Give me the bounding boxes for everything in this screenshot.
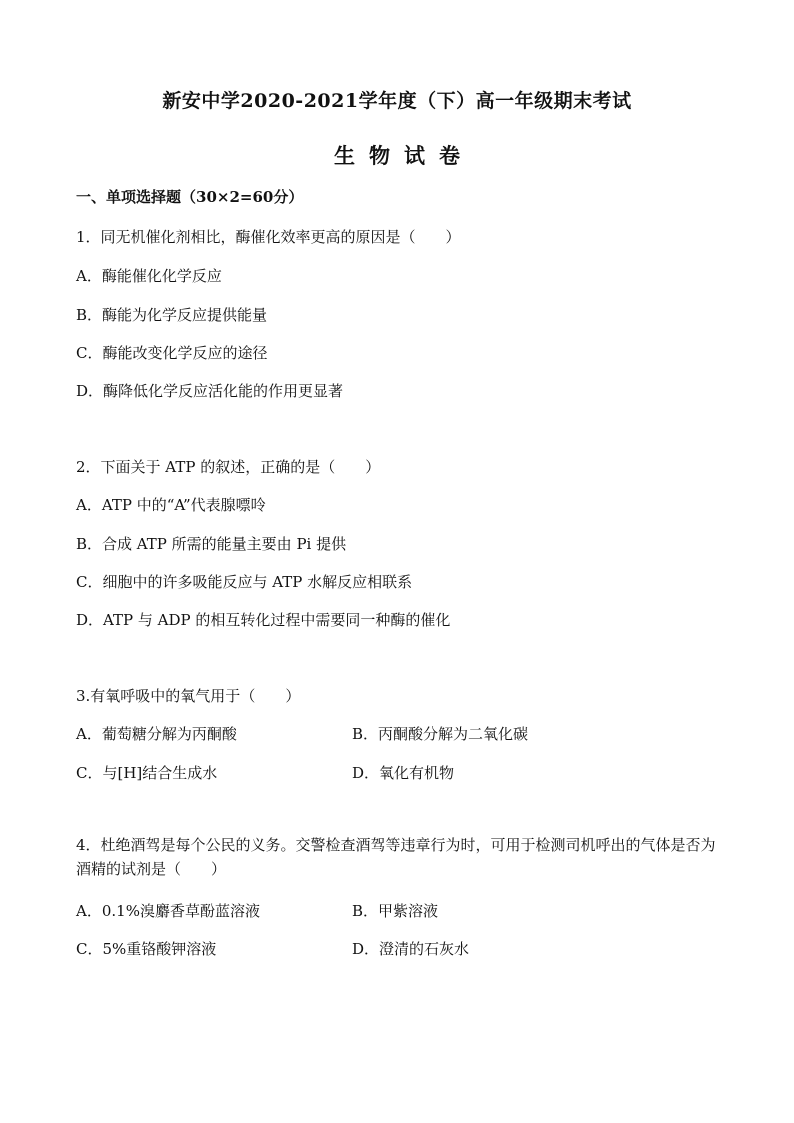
- question-4-option-a: A．0.1%溴麝香草酚蓝溶液: [76, 902, 260, 920]
- question-2-option-d: D．ATP 与 ADP 的相互转化过程中需要同一种酶的催化: [76, 611, 451, 629]
- question-1-option-a: A．酶能催化化学反应: [76, 267, 222, 285]
- question-4-stem: 4．杜绝酒驾是每个公民的义务。交警检查酒驾等违章行为时，可用于检测司机呼出的气体是否为酒精的试剂是（ ）: [76, 836, 716, 878]
- question-4-option-b: B．甲紫溶液: [352, 902, 439, 920]
- question-2-option-c: C．细胞中的许多吸能反应与 ATP 水解反应相联系: [76, 573, 413, 591]
- question-4-option-c: C．5%重铬酸钾溶液: [76, 940, 217, 958]
- section-heading: 一、单项选择题（30×2=60分）: [76, 188, 304, 206]
- question-1-option-d: D．酶降低化学反应活化能的作用更显著: [76, 382, 344, 400]
- question-2-option-a: A．ATP 中的“A”代表腺嘌呤: [76, 496, 266, 514]
- question-3-option-a: A．葡萄糖分解为丙酮酸: [76, 725, 237, 743]
- question-1-stem: 1．同无机催化剂相比，酶催化效率更高的原因是（ ）: [76, 228, 461, 246]
- question-4-option-d: D．澄清的石灰水: [352, 940, 470, 958]
- question-3-stem: 3.有氧呼吸中的氧气用于（ ）: [76, 687, 301, 705]
- question-1-option-c: C．酶能改变化学反应的途径: [76, 344, 268, 362]
- question-2-stem: 2．下面关于 ATP 的叙述，正确的是（ ）: [76, 458, 381, 476]
- question-2-option-b: B．合成 ATP 所需的能量主要由 Pi 提供: [76, 535, 347, 553]
- question-3-option-d: D．氧化有机物: [352, 764, 455, 782]
- exam-subtitle: 生物试卷: [334, 143, 474, 168]
- question-3-option-c: C．与[H]结合生成水: [76, 764, 218, 782]
- question-3-option-b: B．丙酮酸分解为二氧化碳: [352, 725, 529, 743]
- exam-title: 新安中学2020-2021学年度（下）高一年级期末考试: [162, 90, 632, 112]
- question-1-option-b: B．酶能为化学反应提供能量: [76, 306, 268, 324]
